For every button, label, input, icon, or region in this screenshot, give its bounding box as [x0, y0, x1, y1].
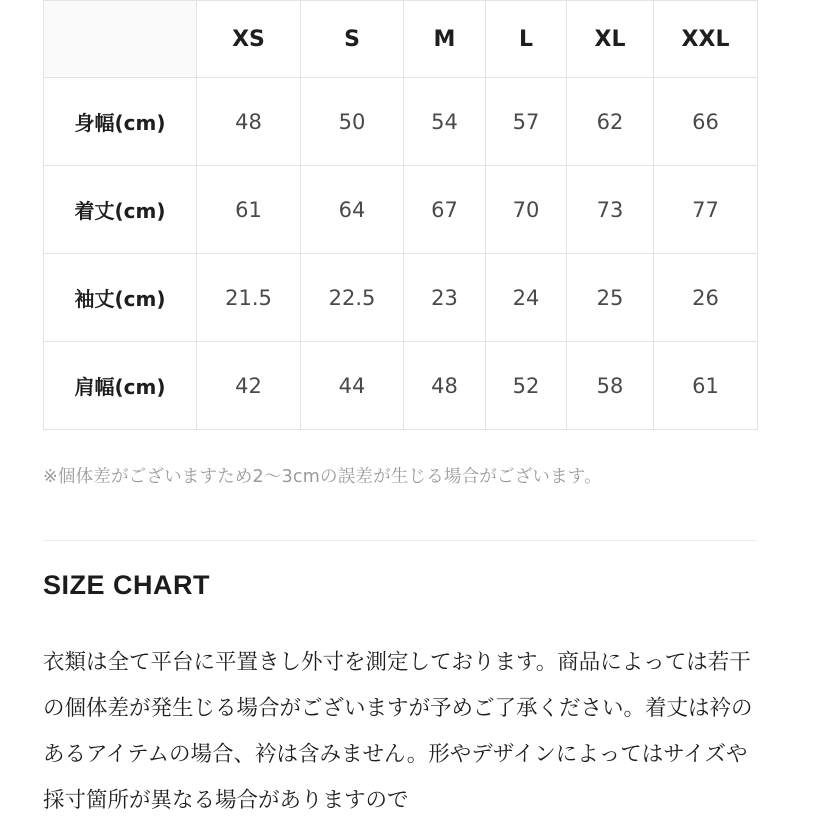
- measurement-cell: 48: [404, 342, 486, 430]
- size-chart-table: [43, 0, 758, 430]
- size-header: XL: [567, 1, 654, 78]
- measurement-cell: 57: [486, 78, 567, 166]
- measurement-cell: 22.5: [301, 254, 404, 342]
- measurement-cell: 48: [197, 78, 301, 166]
- measurement-cell: 62: [567, 78, 654, 166]
- measurement-cell: 50: [301, 78, 404, 166]
- section-title: SIZE CHART: [43, 570, 210, 600]
- measurement-cell: 66: [654, 78, 758, 166]
- size-header: XS: [197, 1, 301, 78]
- row-label: 身幅(cm): [44, 78, 197, 166]
- table-row: [44, 78, 758, 166]
- measurement-cell: 25: [567, 254, 654, 342]
- measurement-cell: 42: [197, 342, 301, 430]
- table-row: [44, 166, 758, 254]
- corner-cell: [44, 1, 197, 78]
- size-header: M: [404, 1, 486, 78]
- size-header: L: [486, 1, 567, 78]
- measurement-cell: 73: [567, 166, 654, 254]
- size-header-row: [44, 1, 758, 78]
- measurement-cell: 54: [404, 78, 486, 166]
- measurement-tolerance-note: ※個体差がございますため2〜3cmの誤差が生じる場合がございます。: [43, 467, 602, 487]
- measurement-cell: 61: [654, 342, 758, 430]
- measurement-cell: 21.5: [197, 254, 301, 342]
- measurement-cell: 24: [486, 254, 567, 342]
- measurement-cell: 61: [197, 166, 301, 254]
- measurement-cell: 58: [567, 342, 654, 430]
- row-label: 袖丈(cm): [44, 254, 197, 342]
- section-divider: [43, 540, 757, 541]
- measurement-cell: 26: [654, 254, 758, 342]
- table-row: [44, 342, 758, 430]
- size-header: XXL: [654, 1, 758, 78]
- size-header: S: [301, 1, 404, 78]
- section-body-text: 衣類は全て平台に平置きし外寸を測定しております。商品によっては若干の個体差が発生じる場合がございますが予めご了承ください。着丈は衿のあるアイテムの場合、衿は含みません。形やデザインによってはサイズや採寸箇所が異なる場合がありますので: [43, 650, 753, 813]
- measurement-cell: 52: [486, 342, 567, 430]
- measurement-cell: 67: [404, 166, 486, 254]
- row-label: 着丈(cm): [44, 166, 197, 254]
- measurement-cell: 70: [486, 166, 567, 254]
- measurement-cell: 64: [301, 166, 404, 254]
- table-row: [44, 254, 758, 342]
- measurement-cell: 23: [404, 254, 486, 342]
- measurement-cell: 77: [654, 166, 758, 254]
- measurement-cell: 44: [301, 342, 404, 430]
- row-label: 肩幅(cm): [44, 342, 197, 430]
